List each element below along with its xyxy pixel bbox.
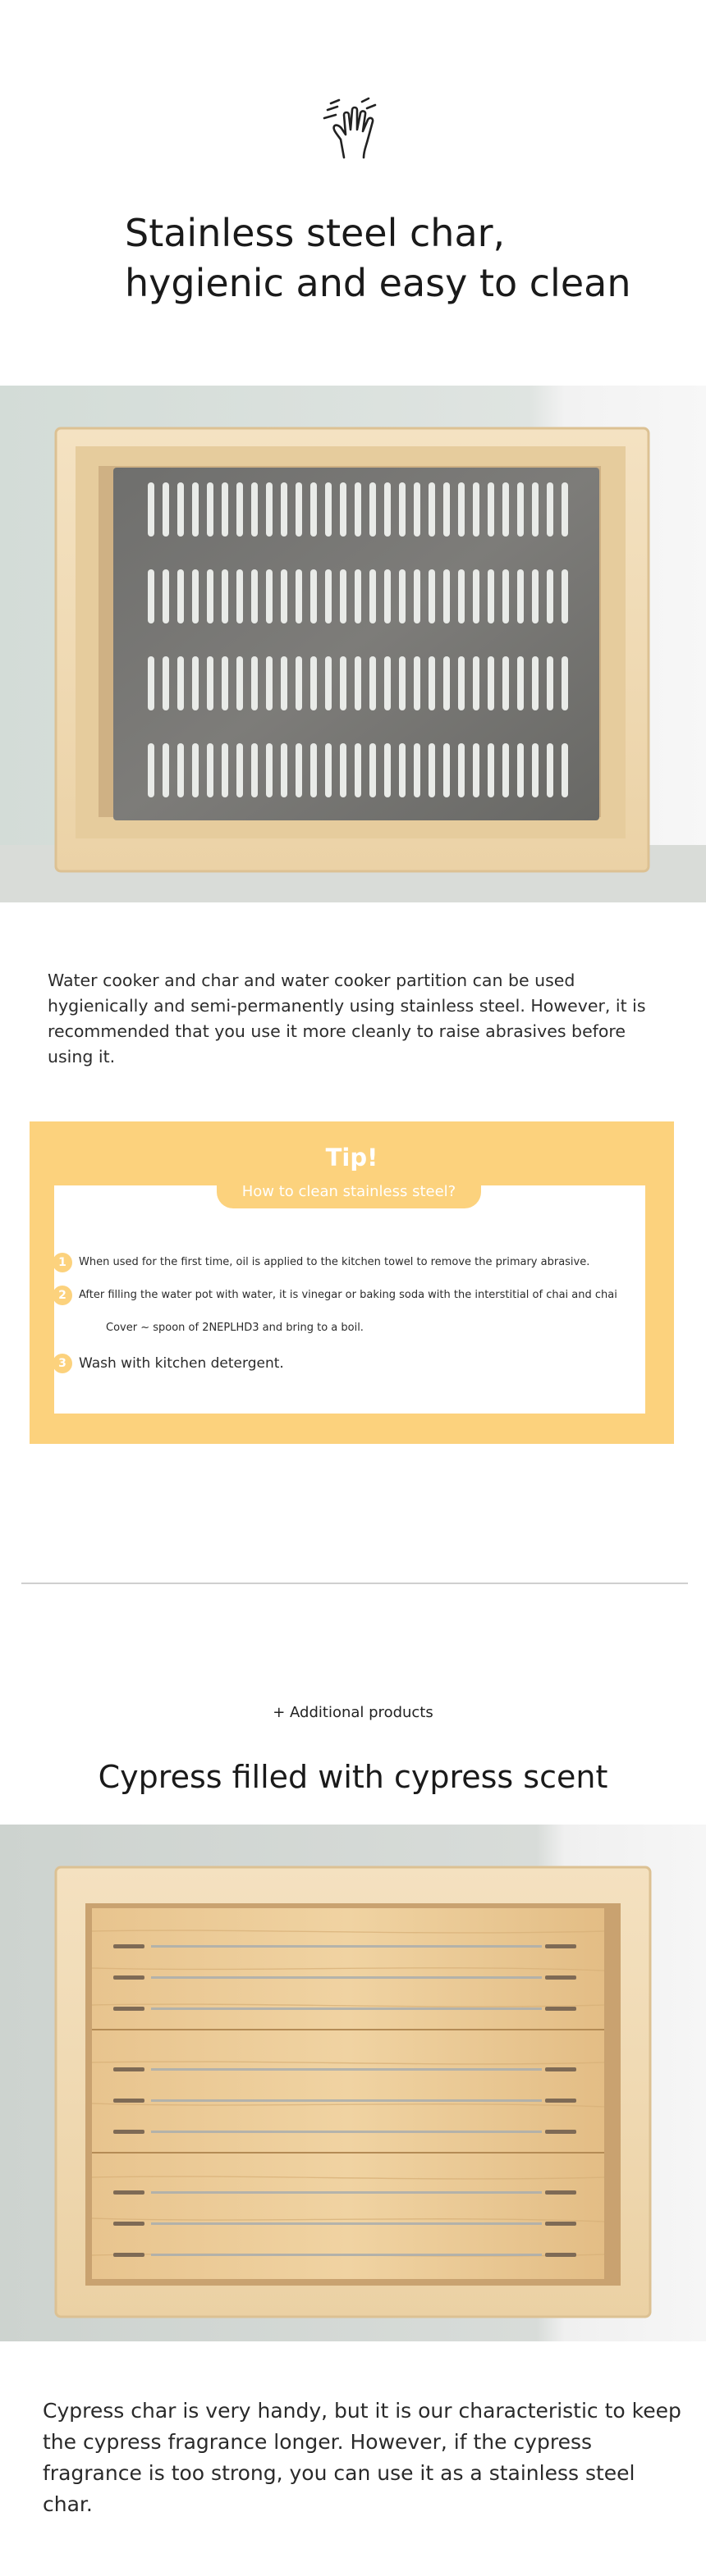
headline-line-1: Stainless steel char, (125, 211, 506, 255)
intro-paragraph: Water cooker and char and water cooker partition can be used hygienically and semi-permanently using stainless steel. However, it is recommended that you use it more cleanly to raise abrasives before using it. (48, 971, 646, 1066)
step-number-badge: 1 (53, 1253, 72, 1272)
step-number-badge: 2 (53, 1286, 72, 1305)
cypress-section-title: Cypress filled with cypress scent (98, 1759, 608, 1795)
cypress-description-paragraph: Cypress char is very handy, but it is our characteristic to keep the cypress fragrance longer. However, if the cypress fragrance is too strong, you can use it as a stainless steel char. (43, 2399, 681, 2516)
tip-step-3 (58, 1354, 645, 1373)
step-number-badge: 3 (53, 1354, 72, 1373)
tip-step-2-continued: Cover ~ spoon of 2NEPLHD3 and bring to a boil. (106, 1322, 364, 1334)
hand-cleaning-icon (316, 92, 388, 164)
page-headline (125, 208, 650, 308)
headline-line-2: hygienic and easy to clean (125, 261, 631, 305)
step-text: After filling the water pot with water, it is vinegar or baking soda with the interstitial of chai and chai (79, 1289, 617, 1301)
tip-title: Tip! (325, 1144, 378, 1172)
stainless-steel-steamer-insert-photo (0, 386, 706, 902)
step-text: Wash with kitchen detergent. (79, 1355, 284, 1372)
tip-step-2 (58, 1286, 645, 1305)
tip-panel (30, 1121, 674, 1444)
tip-step-1 (58, 1253, 645, 1272)
cypress-wood-steamer-insert-photo (0, 1825, 706, 2341)
tip-subtitle: How to clean stainless steel? (217, 1176, 481, 1208)
step-text: When used for the first time, oil is applied to the kitchen towel to remove the primary abrasive. (79, 1256, 590, 1268)
additional-products-label: + Additional products (273, 1704, 433, 1721)
section-divider (21, 1583, 688, 1584)
